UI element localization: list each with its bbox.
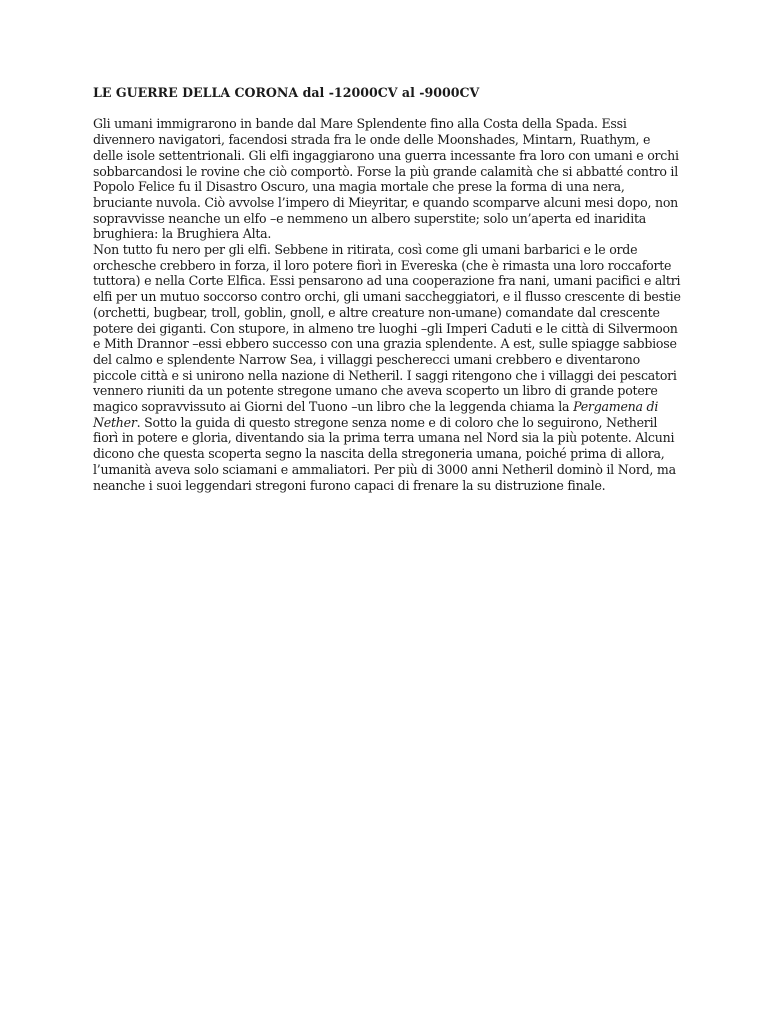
document-page (93, 85, 683, 493)
paragraph-2 (93, 242, 683, 493)
paragraph-1: Gli umani immigrarono in bande dal Mare Splendente fino alla Costa della Spada. Essi divennero navigatori, facendosi strada fra le onde delle Moonshades, Mintarn, Ruathym, e delle isole settentrionali. Gli elfi ingaggiarono una guerra incessante fra loro con umani e orchi sobbarcandosi le rovine che ciò comportò. Forse la più grande calamità che si abbatté contro il Popolo Felice fu il Disastro Oscuro, una magia mortale che prese la forma di una nera, bruciante nuvola. Ciò avvolse l’impero di Mieyritar, e quando scomparve alcuni mesi dopo, non sopravvisse neanche un elfo –e nemmeno un albero superstite; solo un’aperta ed inaridita brughiera: la Brughiera Alta. (93, 116, 679, 242)
paragraph-2-text-a: Non tutto fu nero per gli elfi. Sebbene in ritirata, così come gli umani barbarici e le orde orchesche crebbero in forza, il loro potere fiorì in Evereska (che è rimasta una loro roccaforte tuttora) e nella Corte Elfica. Essi pensarono ad una cooperazione fra nani, umani pacifici e altri elfi per un mutuo soccorso contro orchi, gli umani saccheggiatori, e il flusso crescente di bestie (orchetti, bugbear, troll, goblin, gnoll, e altre creature non-umane) comandate dal crescente potere dei giganti. Con stupore, in almeno tre luoghi –gli Imperi Caduti e le città di Silvermoon e Mith Drannor –essi ebbero successo con una grazia splendente. A est, sulle spiagge sabbiose del calmo e splendente Narrow Sea, i villaggi pescherecci umani crebbero e diventarono piccole città e si unirono nella nazione di Netheril. I saggi ritengono che i villaggi dei pescatori vennero riuniti da un potente stregone umano che aveva scoperto un libro di grande potere magico sopravvissuto ai Giorni del Tuono –un libro che la leggenda chiama la (93, 242, 681, 415)
document-title: LE GUERRE DELLA CORONA dal -12000CV al -9000CV (93, 85, 480, 100)
paragraph-2-italic-title: Pergamena di Nether (93, 399, 659, 430)
paragraph-2-text-b: . Sotto la guida di questo stregone senza nome e di coloro che lo seguirono, Netheril fiorì in potere e gloria, diventando sia la prima terra umana nel Nord sia la più potente. Alcuni dicono che questa scoperta segno la nascita della stregoneria umana, poiché prima di allora, l’umanità aveva solo sciamani e ammaliatori. Per più di 3000 anni Netheril dominò il Nord, ma neanche i suoi leggendari stregoni furono capaci di frenare la su distruzione finale. (93, 414, 676, 493)
